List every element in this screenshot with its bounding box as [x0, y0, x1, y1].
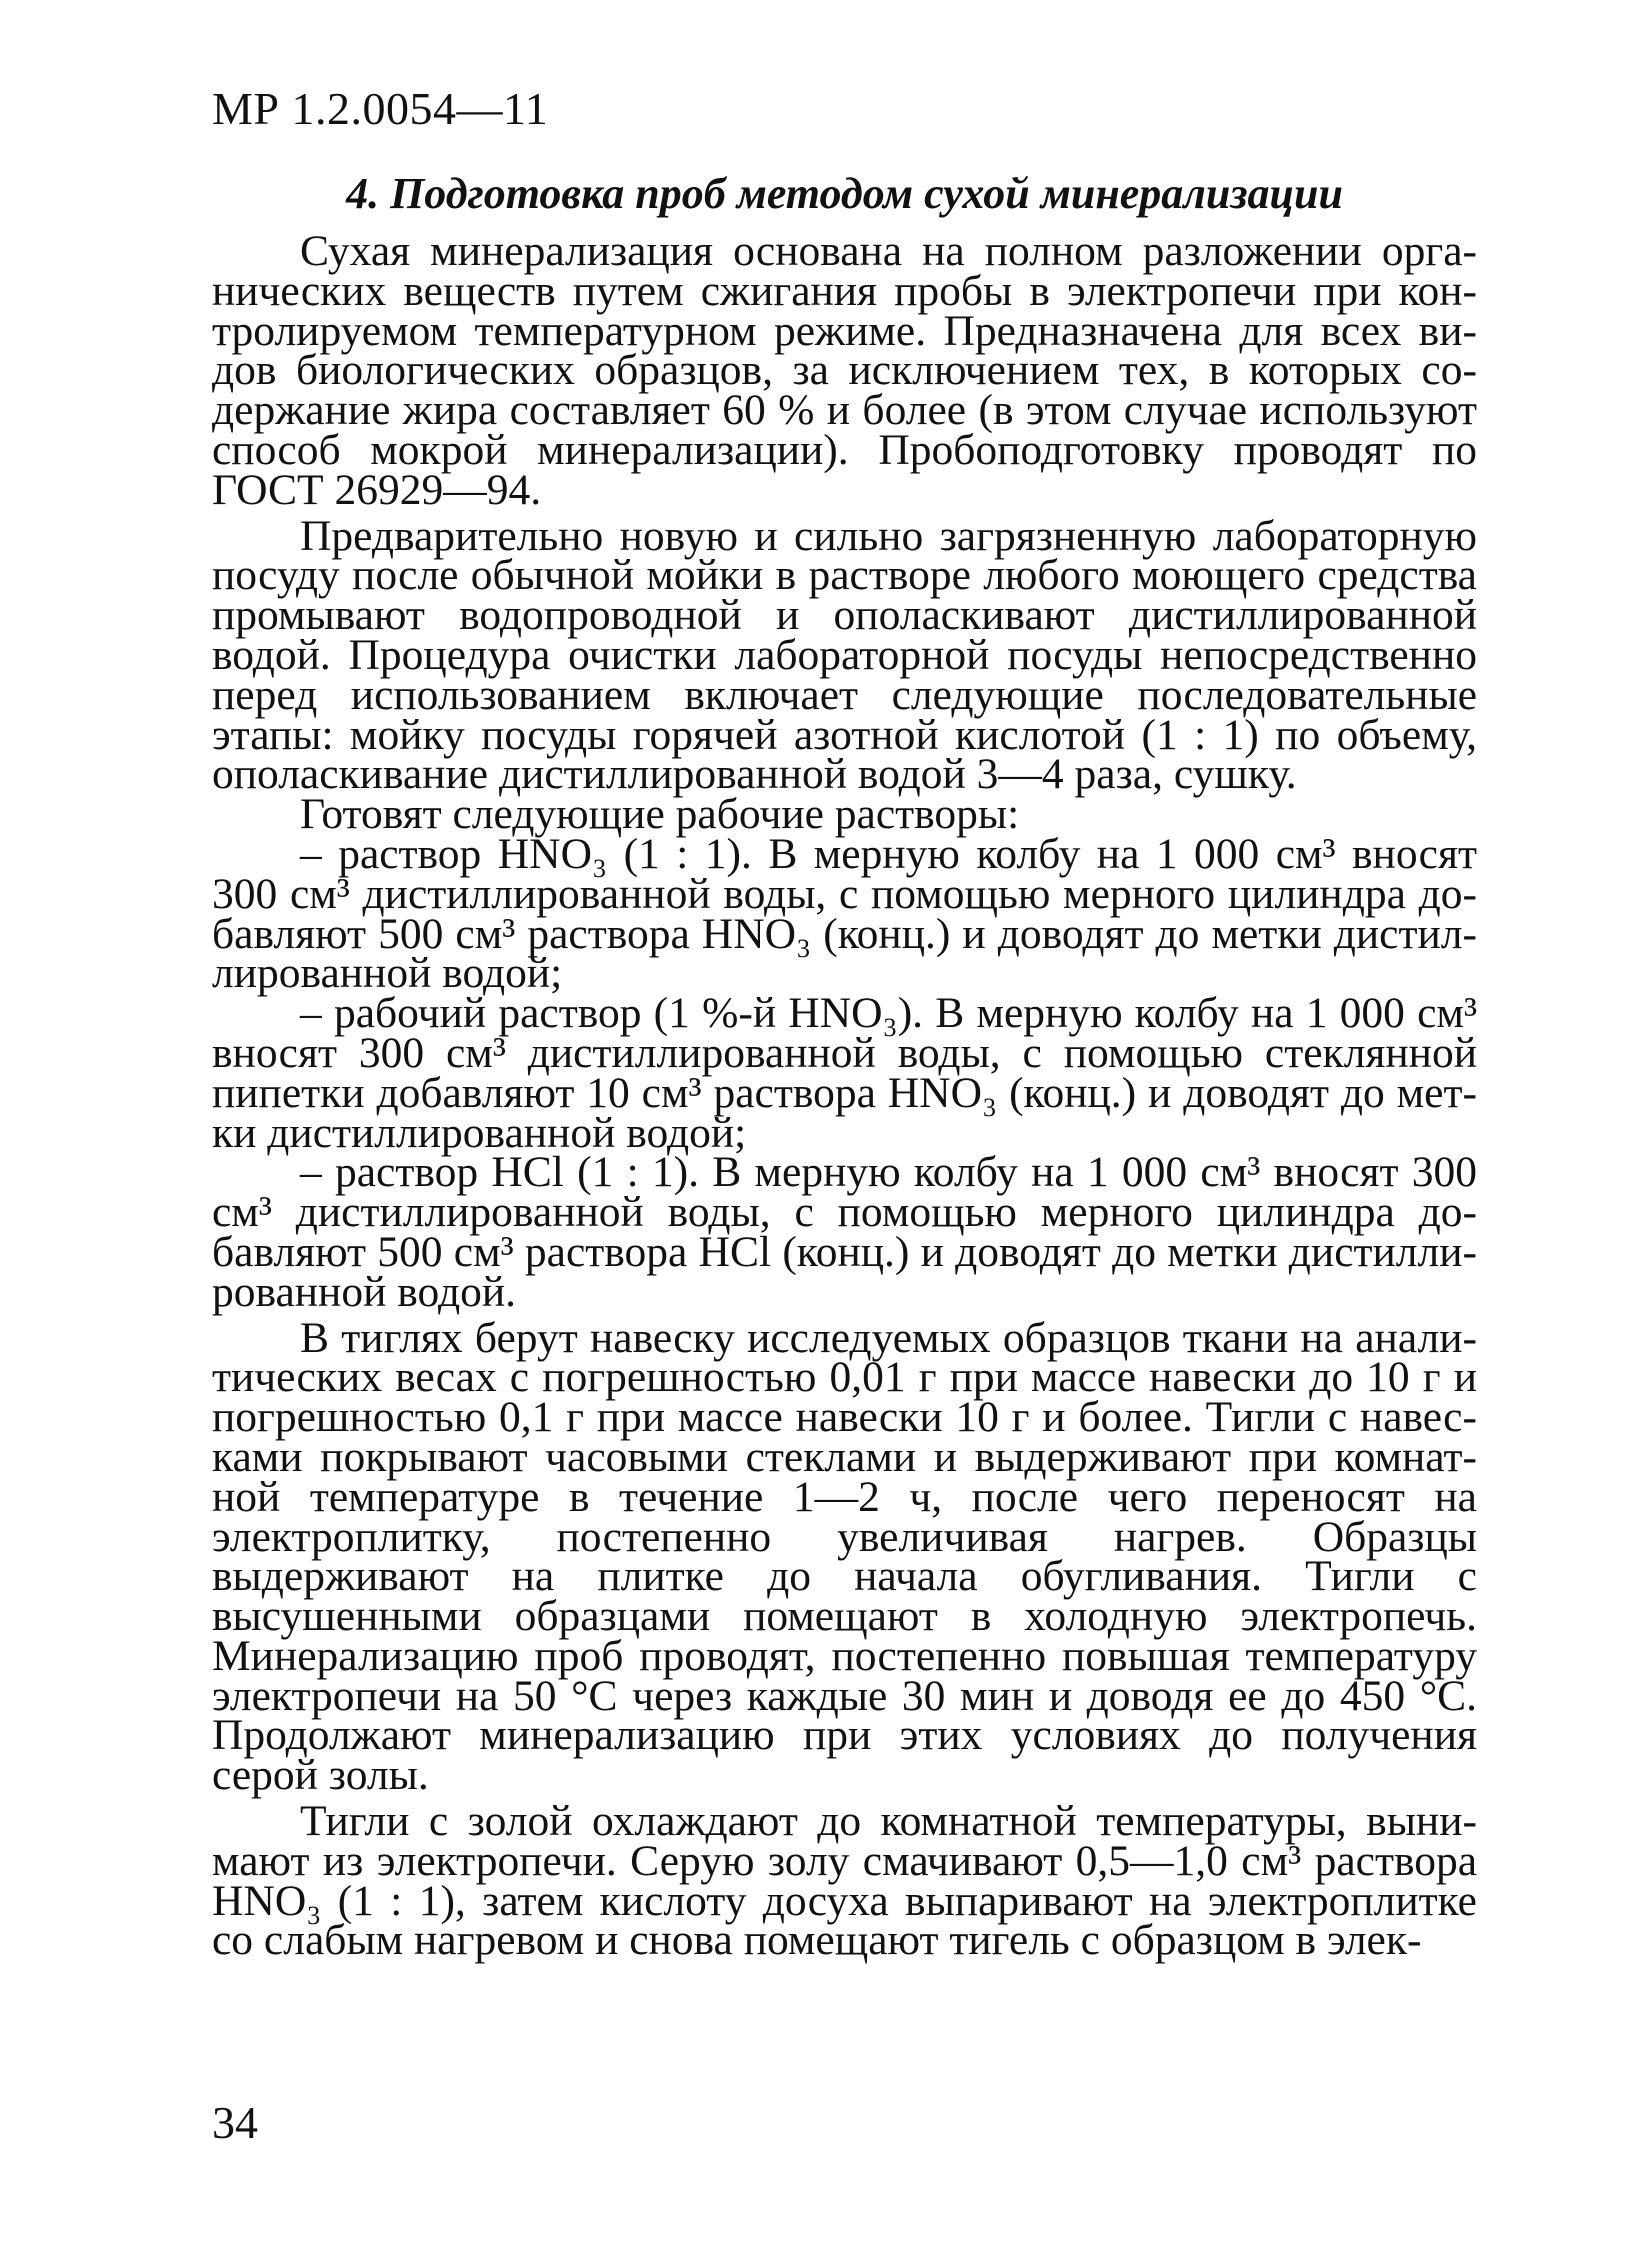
- paragraph-working-solutions-intro: Готовят следующие рабочие растворы:: [300, 790, 1020, 839]
- list-item-hno3-solution: – раствор HNO₃ (1 : 1). В мерную колбу на 1 000 см³ вносят 300 см³ дистиллированной воды, с помощью мерного цилиндра добавляют 500 см³ раствора HNO₃ (конц.) и доводят до метки дистиллированной водой;: [212, 829, 1477, 998]
- document-code: МР 1.2.0054—11: [212, 83, 549, 134]
- paragraph-dry-mineralization: Сухая минерализация основана на полном разложении органических веществ путем сжигания пробы в электропечи при контролируемом температурном режиме. Предназначена для всех видов биологических образцов, за исключением тех, в которых содержание жира составляет 60 % и более (в этом случае используют способ мокрой минерализации). Пробоподготовку проводят по ГОСТ 26929—94.: [212, 227, 1477, 514]
- body-text: [212, 227, 1477, 1965]
- list-item-hcl-solution: – раствор HCl (1 : 1). В мерную колбу на 1 000 см³ вносят 300 см³ дистиллированной воды, с помощью мерного цилиндра добавляют 500 см³ раствора HCl (конц.) и доводят до метки дистиллированной водой.: [212, 1148, 1477, 1316]
- list-item-working-hno3-solution: – рабочий раствор (1 %-й HNO₃). В мерную колбу на 1 000 см³ вносят 300 см³ дистиллированной воды, с помощью стеклянной пипетки добавляют 10 см³ раствора HNO₃ (конц.) и доводят до метки дистиллированной водой;: [212, 989, 1477, 1157]
- paragraph-ash-treatment: Тигли с золой охлаждают до комнатной температуры, вынимают из электропечи. Серую золу смачивают 0,5—1,0 см³ раствора HNO₃ (1 : 1), затем кислоту досуха выпаривают на электроплитке со слабым нагревом и снова помещают тигель с образцом в элек-: [212, 1797, 1477, 1965]
- section-title: 4. Подготовка проб методом сухой минерализации: [346, 169, 1343, 218]
- paragraph-glassware-cleaning: Предварительно новую и сильно загрязненную лабораторную посуду после обычной мойки в растворе любого моющего средства промывают водопроводной и ополаскивают дистиллированной водой. Процедура очистки лабораторной посуды непосредственно перед использованием включает следующие последовательные этапы: мойку посуды горячей азотной кислотой (1 : 1) по объему, ополаскивание дистиллированной водой 3—4 раза, сушку.: [212, 511, 1477, 799]
- paragraph-sample-weighing: В тиглях берут навеску исследуемых образцов ткани на аналитических весах с погрешностью 0,01 г при массе навески до 10 г и погрешностью 0,1 г при массе навески 10 г и более. Тигли с навесками покрывают часовыми стеклами и выдерживают при комнатной температуре в течение 1—2 ч, после чего переносят на электроплитку, постепенно увеличивая нагрев. Образцы выдерживают на плитке до начала обугливания. Тигли с высушенными образцами помещают в холодную электропечь. Минерализацию проб проводят, постепенно повышая температуру электропечи на 50 °С через каждые 30 мин и доводя ее до 450 °С. Продолжают минерализацию при этих условиях до получения серой золы.: [212, 1313, 1477, 1800]
- page-number: 34: [212, 2097, 258, 2148]
